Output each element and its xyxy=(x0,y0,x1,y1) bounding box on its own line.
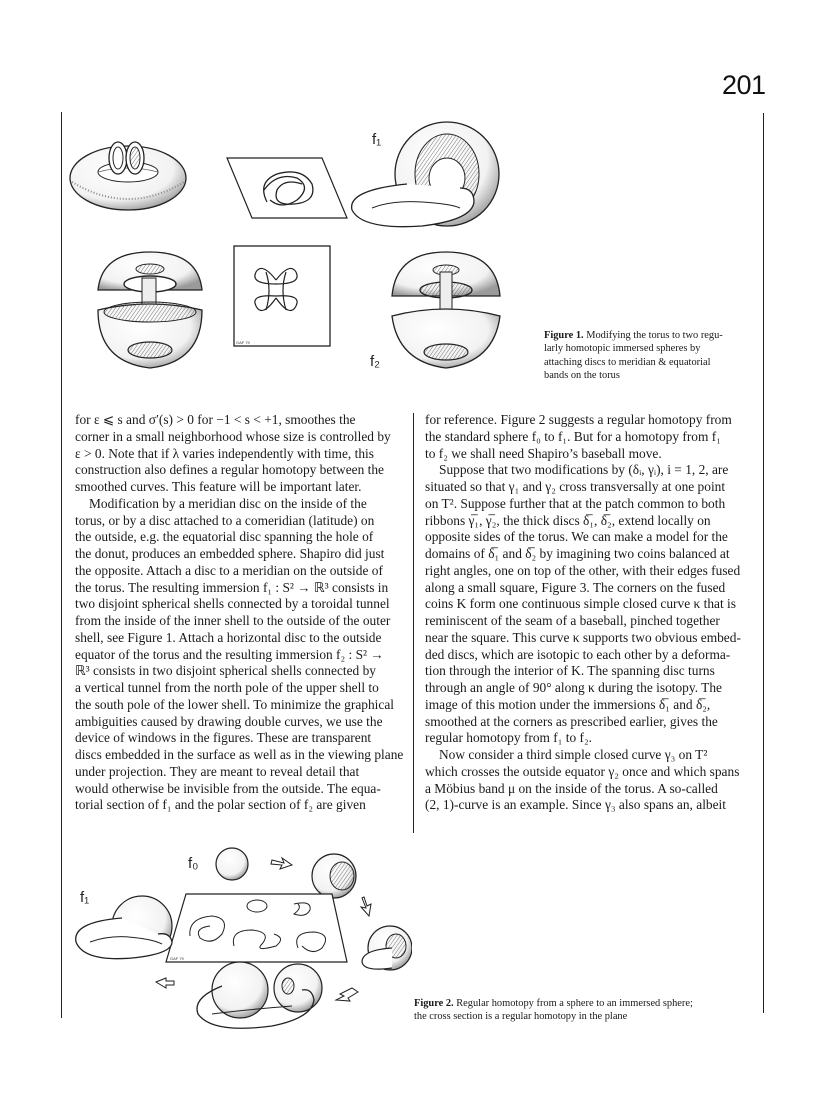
figure-1-caption-line: bands on the torus xyxy=(544,369,620,381)
text-line: ambiguities caused by drawing double curves, we use the xyxy=(75,713,383,729)
right-margin-rule xyxy=(763,113,764,1013)
text-line: a Möbius band μ on the inside of the torus. A so-called xyxy=(425,780,718,796)
text-line: situated so that γ₁ and γ₂ cross transversally at one point xyxy=(425,479,726,494)
left-text-column xyxy=(75,412,405,814)
column-divider-rule xyxy=(413,413,414,833)
f2-immersion-drawing xyxy=(392,252,500,368)
text-line: two disjoint spherical shells connected by a toroidal tunnel xyxy=(75,596,390,612)
text-line: through an angle of 90° along κ during the isotopy. The xyxy=(425,680,722,695)
text-line: regular homotopy from f₁ to f₂. xyxy=(425,730,593,746)
text-line: device of windows in the figures. These are transparent xyxy=(75,730,372,746)
split-sphere-drawing-left xyxy=(98,252,202,368)
text-line: to f₂ we shall need Shapiro’s baseball move. xyxy=(425,445,662,461)
text-line: shell, see Figure 1. Attach a horizontal disc to the outside xyxy=(75,629,382,645)
text-line: construction also defines a regular homotopy between the xyxy=(75,462,385,478)
figure-2-label-f0: f₀ xyxy=(188,855,199,872)
text-line: Modification by a meridian disc on the inside of the xyxy=(89,495,367,511)
arrow-icon xyxy=(271,858,292,869)
artist-mark: GAF 79 xyxy=(170,956,184,961)
text-line: near the square. This curve κ supports two obvious embed- xyxy=(425,629,741,645)
figure-1-caption-line: attaching discs to meridian & equatorial xyxy=(544,356,711,368)
text-line: image of this motion under the immersions δ̅₁ and δ̅₂, xyxy=(425,696,711,712)
arrow-icon xyxy=(156,978,174,988)
f0-sphere-drawing xyxy=(216,848,248,880)
text-line: tion through the interior of K. The spanning disc turns xyxy=(425,663,715,679)
text-line: on T². Suppose further that at the patch common to both xyxy=(425,495,726,511)
cross-section-square xyxy=(234,246,330,346)
figure-2 xyxy=(62,838,412,1038)
figure-2-illustration xyxy=(62,838,412,1038)
text-line: ℝ³ consists in two disjoint spherical shells connected by xyxy=(75,663,376,679)
text-line: for reference. Figure 2 suggests a regular homotopy from xyxy=(425,412,732,427)
artist-mark: GAF 79 xyxy=(236,340,250,345)
text-line: the outside, e.g. the equatorial disc spanning the hole of xyxy=(75,529,374,545)
f1-immersion-drawing xyxy=(76,896,172,959)
intermediate-immersion-drawing xyxy=(197,962,322,1028)
text-line: torus, or by a disc attached to a comeridian (latitude) on xyxy=(75,512,375,528)
text-line: for ε ⩽ s and σ′(s) > 0 for −1 < s < +1, smoothes the xyxy=(75,412,356,427)
page-number: 201 xyxy=(722,70,766,100)
text-line: which crosses the outside equator γ₂ once and which spans xyxy=(425,763,740,779)
stage-sphere-tube-drawing xyxy=(362,926,412,970)
text-line: Suppose that two modifications by (δᵢ, γᵢ), i = 1, 2, are xyxy=(439,462,729,478)
text-line: corner in a small neighborhood whose size is controlled by xyxy=(75,428,391,444)
arrow-icon xyxy=(336,988,358,1001)
text-line: the opposite. Attach a disc to a meridian on the outside of xyxy=(75,562,383,578)
text-line: torial section of f₁ and the polar section of f₂ are given xyxy=(75,797,366,813)
text-line: the south pole of the lower shell. To minimize the graphical xyxy=(75,696,394,712)
text-line: smoothed at the corners as prescribed earlier, gives the xyxy=(425,713,718,729)
figure-2-caption xyxy=(414,997,759,1024)
projection-plane-homotopy xyxy=(166,894,347,962)
arrow-icon xyxy=(361,897,371,916)
text-line: the donut, produces an embedded sphere. Shapiro did just xyxy=(75,546,385,561)
figure-2-caption-line: the cross section is a regular homotopy in the plane xyxy=(414,1011,628,1023)
text-line: the standard sphere f₀ to f₁. But for a homotopy from f₁ xyxy=(425,428,721,444)
figure-1-label-f2: f₂ xyxy=(370,353,380,370)
projection-plane-curves xyxy=(227,158,347,218)
text-line: (2, 1)-curve is an example. Since γ₃ also spans an, albeit xyxy=(425,797,726,813)
text-line: coins K form one continuous simple closed curve κ that is xyxy=(425,596,736,612)
text-line: reminiscent of the seam of a baseball, pinched together xyxy=(425,613,720,628)
figure-1-label-f1: f₁ xyxy=(372,131,382,148)
figure-1-illustration xyxy=(62,112,542,382)
torus-with-rings-drawing xyxy=(70,142,186,210)
figure-1-caption-line: Modifying the torus to two regu- xyxy=(586,330,723,341)
text-line: a vertical tunnel from the north pole of the upper shell to xyxy=(75,680,379,695)
stage-sphere-drawing xyxy=(312,854,356,898)
right-text-column xyxy=(425,412,755,814)
figure-1-caption-label: Figure 1. xyxy=(544,330,584,341)
text-line: Now consider a third simple closed curve γ₃ on T² xyxy=(439,747,708,762)
text-line: ded discs, which are isotopic to each other by a deforma- xyxy=(425,646,731,662)
text-line: opposite sides of the torus. We can make a model for the xyxy=(425,529,728,545)
text-line: along a small square, Figure 3. The corners on the fused xyxy=(425,579,726,595)
figure-1-caption-line: larly homotopic immersed spheres by xyxy=(544,343,701,355)
text-line: equator of the torus and the resulting immersion f₂ : S² → xyxy=(75,646,384,662)
text-line: domains of δ̅₁ and δ̅₂ by imagining two coins balanced at xyxy=(425,546,730,561)
text-line: smoothed curves. This feature will be important later. xyxy=(75,479,362,494)
figure-1 xyxy=(62,112,542,382)
figure-1-caption xyxy=(544,329,759,382)
text-line: the torus. The resulting immersion f₁ : S² → ℝ³ consists in xyxy=(75,579,389,595)
text-line: under projection. They are meant to reveal detail that xyxy=(75,763,360,779)
text-line: ribbons γ̅₁, γ̅₂, the thick discs δ̅₁, δ̅₂, extend locally on xyxy=(425,512,711,528)
figure-2-label-f1: f₁ xyxy=(80,889,90,906)
text-line: ε > 0. Note that if λ varies independently with time, this xyxy=(75,445,374,461)
text-line: discs embedded in the surface as well as in the viewing plane xyxy=(75,747,404,762)
figure-2-caption-label: Figure 2. xyxy=(414,998,454,1009)
figure-2-caption-line: Regular homotopy from a sphere to an immersed sphere; xyxy=(456,998,693,1009)
text-line: would otherwise be invisible from the outside. The equa- xyxy=(75,780,381,796)
text-line: from the inside of the inner shell to the outside of the outer xyxy=(75,613,391,628)
text-line: right angles, one on top of the other, with their edges fused xyxy=(425,562,741,578)
